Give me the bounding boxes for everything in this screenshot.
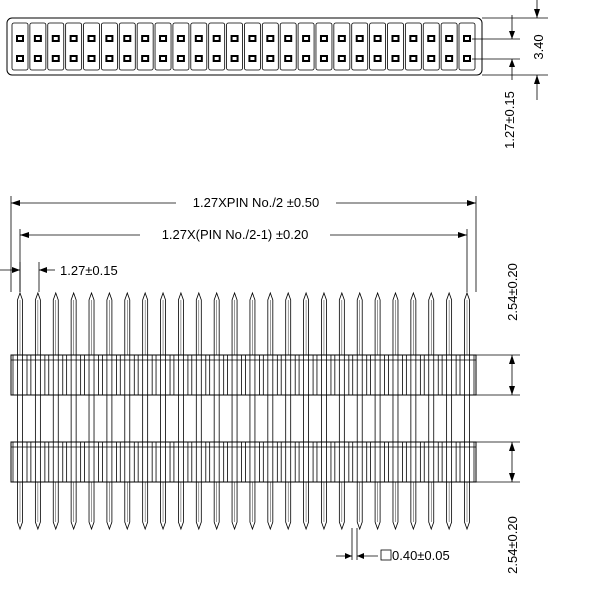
dim-pitch: 1.27±0.15	[60, 263, 118, 278]
top-view-pad-cell	[352, 23, 368, 70]
top-view-pad-cell	[423, 23, 439, 70]
top-view-pad-cell	[316, 23, 332, 70]
pin	[393, 293, 398, 529]
top-view-pad-cell	[227, 23, 243, 70]
top-view-pad-cell	[30, 23, 46, 70]
top-view-pad-cell	[370, 23, 386, 70]
top-view-pad-cell	[12, 23, 28, 70]
pin	[143, 293, 148, 529]
top-view-pad-cell	[262, 23, 278, 70]
top-view-pad-cell	[441, 23, 457, 70]
top-view-pad-cell	[209, 23, 225, 70]
pin	[286, 293, 291, 529]
top-view	[7, 0, 548, 149]
dim-lower-pin-length: 2.54±0.20	[505, 516, 520, 574]
pin	[35, 293, 40, 529]
pin	[429, 293, 434, 529]
top-view-pad-cell	[84, 23, 100, 70]
top-view-pad-cell	[137, 23, 153, 70]
dim-pin-size: 0.40±0.05	[392, 548, 450, 563]
pin	[214, 293, 219, 529]
top-view-pad-cell	[101, 23, 117, 70]
pin	[268, 293, 273, 529]
pin	[339, 293, 344, 529]
top-view-pad-cell	[119, 23, 135, 70]
pin	[89, 293, 94, 529]
top-view-pad-cell	[173, 23, 189, 70]
top-view-pad-cell	[191, 23, 207, 70]
top-view-pads	[12, 23, 475, 70]
pin	[178, 293, 183, 529]
pin	[304, 293, 309, 529]
top-view-pad-cell	[66, 23, 82, 70]
top-view-pad-cell	[459, 23, 475, 70]
pin	[107, 293, 112, 529]
top-view-pad-cell	[298, 23, 314, 70]
dim-pitch-span: 1.27X(PIN No./2-1) ±0.20	[161, 227, 309, 242]
top-view-pad-cell	[334, 23, 350, 70]
pin	[465, 293, 470, 529]
pin	[375, 293, 380, 529]
pin	[71, 293, 76, 529]
pin	[196, 293, 201, 529]
top-view-pad-cell	[387, 23, 403, 70]
top-view-pad-cell	[244, 23, 260, 70]
dim-upper-pin-length: 2.54±0.20	[505, 263, 520, 321]
pin	[250, 293, 255, 529]
pin	[357, 293, 362, 529]
square-pin-symbol-icon	[381, 550, 391, 560]
pin	[321, 293, 326, 529]
dim-overall-length: 1.27XPIN No./2 ±0.50	[192, 195, 320, 210]
pin	[125, 293, 130, 529]
side-view	[0, 195, 520, 574]
top-view-pad-cell	[405, 23, 421, 70]
dim-row-pitch: 1.27±0.15	[502, 91, 517, 149]
pin	[161, 293, 166, 529]
pin	[411, 293, 416, 529]
pin	[18, 293, 23, 529]
pin	[53, 293, 58, 529]
top-view-pad-cell	[280, 23, 296, 70]
top-view-pad-cell	[48, 23, 64, 70]
pin	[232, 293, 237, 529]
pin	[447, 293, 452, 529]
dim-body-height: 3.40	[531, 34, 546, 60]
top-view-pad-cell	[155, 23, 171, 70]
side-view-pins	[18, 293, 470, 529]
